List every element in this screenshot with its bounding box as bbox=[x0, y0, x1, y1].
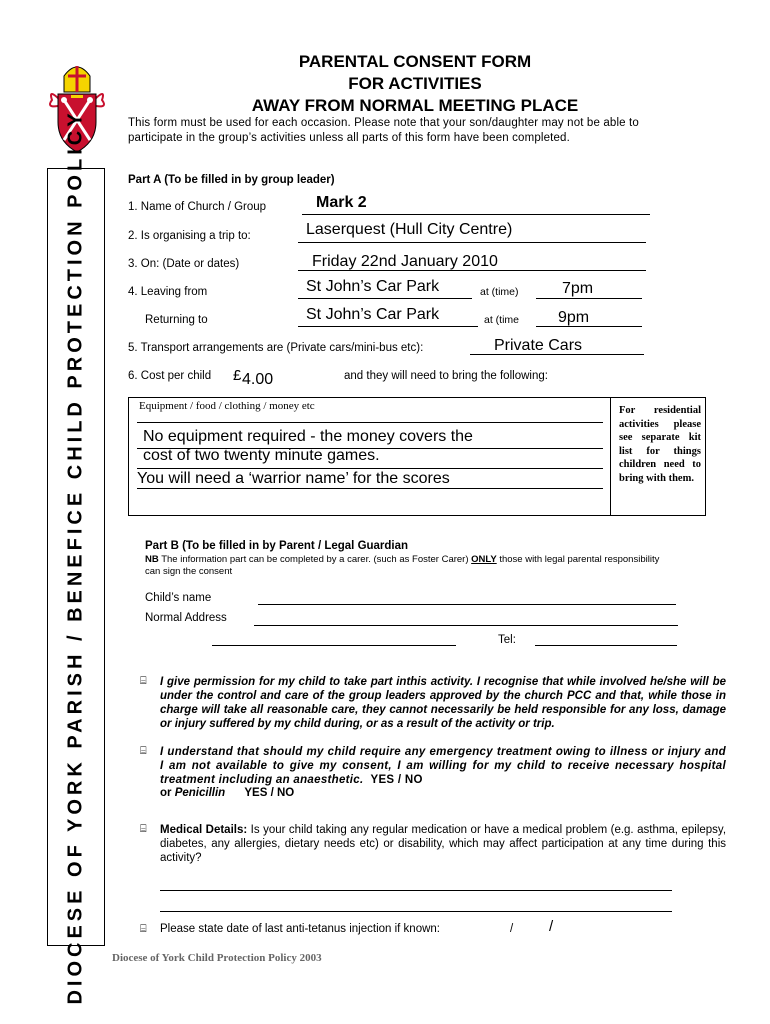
address-field-1[interactable] bbox=[254, 612, 678, 626]
sidebar-banner bbox=[47, 109, 105, 1005]
leaving-label: 4. Leaving from bbox=[128, 286, 208, 298]
nb-text: The information part can be completed by a carer. (such as Foster Carer) bbox=[158, 554, 472, 565]
nb-only: ONLY bbox=[471, 554, 497, 565]
returning-time-label: at (time bbox=[484, 314, 520, 326]
yes-no-penicillin[interactable]: YES / NO bbox=[244, 787, 295, 799]
medical-field-1[interactable] bbox=[160, 878, 672, 891]
trip-value: Laserquest (Hull City Centre) bbox=[306, 221, 513, 238]
tetanus-date-sep2: / bbox=[549, 918, 554, 935]
cost-label: 6. Cost per child bbox=[128, 370, 212, 382]
returning-label: Returning to bbox=[145, 314, 208, 326]
leaving-value: St John’s Car Park bbox=[306, 278, 440, 295]
bullet-icon: ⌸ bbox=[140, 823, 147, 835]
medical-field-2[interactable] bbox=[160, 899, 672, 912]
nb-line1 bbox=[145, 554, 659, 565]
address-label: Normal Address bbox=[145, 612, 227, 624]
trip-label: 2. Is organising a trip to: bbox=[128, 230, 251, 242]
date-value: Friday 22nd January 2010 bbox=[312, 253, 498, 270]
form-note-line2: participate in the group’s activities unless all parts of this form have been completed. bbox=[128, 132, 570, 144]
treatment-block bbox=[160, 745, 726, 787]
residential-note: For residential activities please see separate kit list for things children need to bring with them. bbox=[610, 398, 705, 515]
equipment-line-1[interactable] bbox=[137, 412, 603, 423]
equipment-box bbox=[128, 397, 706, 516]
yes-no-anaesthetic[interactable]: YES / NO bbox=[370, 774, 423, 786]
equipment-text-2: cost of two twenty minute games. bbox=[143, 447, 380, 464]
tetanus-label: Please state date of last anti-tetanus injection if known: bbox=[160, 923, 440, 935]
tel-label: Tel: bbox=[498, 634, 516, 646]
form-title-line1: PARENTAL CONSENT FORM bbox=[298, 52, 532, 71]
medical-label: Medical Details: bbox=[160, 824, 248, 836]
transport-value: Private Cars bbox=[494, 337, 583, 354]
date-label: 3. On: (Date or dates) bbox=[128, 258, 240, 270]
returning-time-value: 9pm bbox=[558, 309, 590, 326]
tetanus-date-sep1: / bbox=[510, 923, 514, 935]
form-title-line2: FOR ACTIVITIES bbox=[348, 74, 482, 93]
child-name-field[interactable] bbox=[258, 591, 676, 605]
church-value: Mark 2 bbox=[316, 194, 367, 211]
penicillin-label: Penicillin bbox=[174, 787, 226, 799]
form-note-line1: This form must be used for each occasion. Please note that your son/daughter may not be able to bbox=[128, 117, 639, 129]
cost-currency: £ bbox=[233, 367, 242, 384]
medical-block bbox=[160, 823, 726, 865]
equipment-text-1: No equipment required - the money covers the bbox=[143, 428, 473, 445]
tel-field[interactable] bbox=[535, 632, 677, 646]
sidebar-text: DIOCESE OF YORK PARISH / BENEFICE CHILD PROTECTION POLICY bbox=[64, 109, 87, 1005]
transport-label: 5. Transport arrangements are (Private cars/mini-bus etc): bbox=[128, 342, 424, 354]
bullet-icon: ⌸ bbox=[140, 745, 147, 757]
cost-value: 4.00 bbox=[242, 371, 274, 388]
equipment-text-3: You will need a ‘warrior name’ for the scores bbox=[137, 470, 450, 487]
returning-value: St John’s Car Park bbox=[306, 306, 440, 323]
bullet-icon: ⌸ bbox=[140, 675, 147, 687]
leaving-time-label: at (time) bbox=[480, 286, 519, 298]
church-label: 1. Name of Church / Group bbox=[128, 201, 267, 213]
leaving-time-value: 7pm bbox=[562, 280, 594, 297]
address-field-2[interactable] bbox=[212, 632, 456, 646]
treatment-text: I understand that should my child require any emergency treatment owing to illness or injury and I am not available to give my consent, I am willing for my child to receive necessary hospital treatment including an anaesthetic. bbox=[160, 746, 726, 786]
form-title-line3: AWAY FROM NORMAL MEETING PLACE bbox=[251, 96, 579, 115]
penicillin-line bbox=[160, 787, 294, 799]
nb-line2: can sign the consent bbox=[145, 566, 233, 577]
child-name-label: Child’s name bbox=[145, 592, 212, 604]
medical-text: Is your child taking any regular medication or have a medical problem (e.g. asthma, epilepsy, diabetes, any allergies, dietary needs etc) or disability, which may affect participation at any time during this activity? bbox=[160, 824, 727, 864]
nb-prefix: NB bbox=[145, 554, 159, 565]
penicillin-prefix: or bbox=[160, 787, 172, 799]
bring-label: and they will need to bring the following: bbox=[344, 370, 548, 382]
part-a-heading: Part A (To be filled in by group leader) bbox=[128, 174, 335, 186]
nb-suffix: those with legal parental responsibility bbox=[496, 554, 660, 565]
bullet-icon: ⌸ bbox=[140, 923, 147, 935]
equipment-label: Equipment / food / clothing / money etc bbox=[139, 400, 315, 412]
footer-text: Diocese of York Child Protection Policy 2003 bbox=[112, 952, 322, 964]
permission-text: I give permission for my child to take part inthis activity. I recognise that while involved he/she will be under the control and care of the group leaders approved by the church PCC and that, while those in charge will take all reasonable care, they cannot necessarily be held responsible for any loss, damage or injury suffered by my child during, or as a result of the activity or trip. bbox=[160, 676, 726, 730]
part-b-heading: Part B (To be filled in by Parent / Legal Guardian bbox=[145, 540, 409, 552]
